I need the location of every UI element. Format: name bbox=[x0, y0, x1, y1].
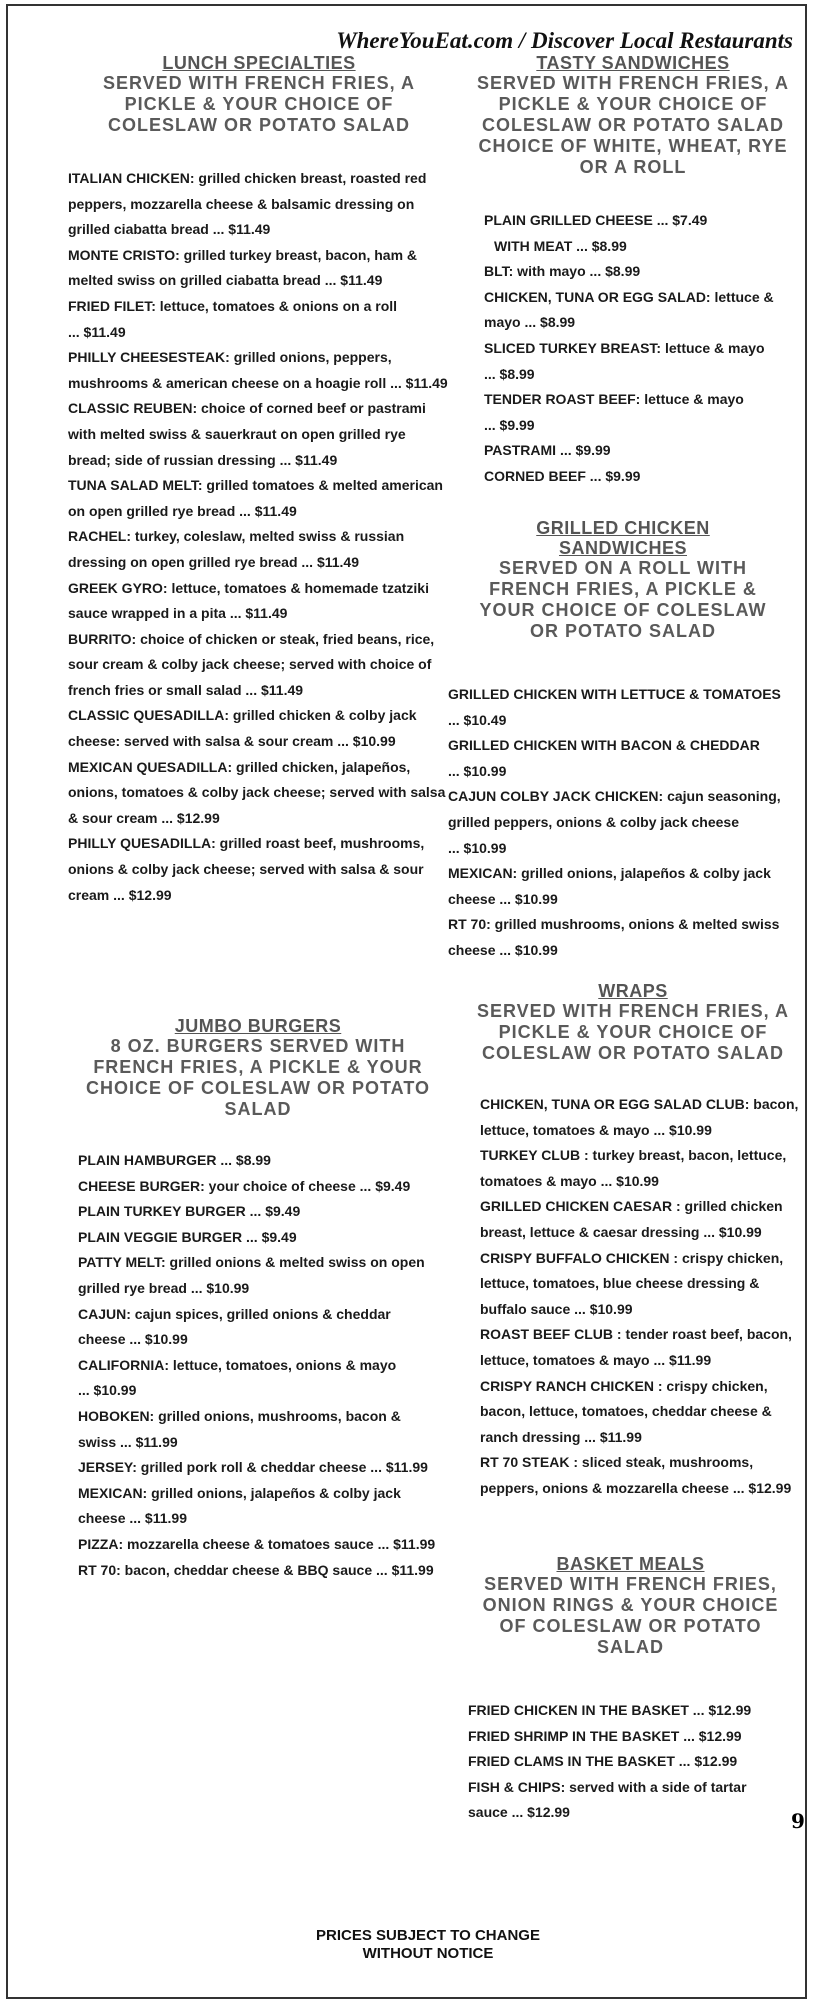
basket-meals-title: BASKET MEALS bbox=[556, 1554, 705, 1574]
menu-item-description: your choice of cheese bbox=[204, 1177, 356, 1194]
grilled-chicken-section bbox=[448, 518, 798, 964]
menu-item-description: grilled onions, mushrooms, bacon & swiss bbox=[78, 1407, 401, 1450]
menu-item bbox=[68, 576, 450, 627]
menu-item-description: turkey, coleslaw, melted swiss & russian dressing on open grilled rye bread bbox=[68, 528, 405, 570]
menu-item bbox=[480, 1246, 803, 1323]
basket-meals-section bbox=[468, 1554, 793, 1826]
menu-item-price: ... $10.99 bbox=[448, 762, 507, 779]
menu-item-price: ... $10.99 bbox=[653, 1121, 712, 1138]
menu-item-price: ... $8.99 bbox=[220, 1152, 271, 1168]
menu-item-name: GRILLED CHICKEN CAESAR : bbox=[480, 1198, 681, 1215]
footer-line-1: PRICES SUBJECT TO CHANGE bbox=[316, 1927, 540, 1944]
wraps-subtitle: SERVED WITH FRENCH FRIES, A PICKLE & YOUR CHOICE OF COLESLAW OR POTATO SALAD bbox=[476, 1001, 790, 1063]
menu-item bbox=[68, 243, 450, 294]
menu-item-price: ... $10.99 bbox=[337, 733, 396, 750]
menu-item-description: grilled onions, jalapeños & colby jack cheese bbox=[78, 1484, 401, 1527]
menu-item-description: lettuce & mayo bbox=[661, 339, 765, 356]
menu-item-description: lettuce, tomatoes, onions & mayo bbox=[169, 1356, 397, 1373]
tasty-sandwiches-section bbox=[468, 53, 798, 490]
menu-item-price: ... $11.49 bbox=[239, 502, 297, 519]
menu-item bbox=[484, 208, 778, 234]
menu-item-price: ... $10.99 bbox=[703, 1223, 762, 1240]
menu-item-price: ... $10.99 bbox=[499, 941, 558, 958]
tasty-sandwiches-title: TASTY SANDWICHES bbox=[536, 53, 730, 73]
menu-item-price: ... $10.99 bbox=[499, 890, 558, 907]
menu-item-description: lettuce & mayo bbox=[640, 391, 744, 408]
menu-item-name: RT 70: bbox=[448, 916, 491, 933]
menu-item-description: bacon, cheddar cheese & BBQ sauce bbox=[120, 1561, 373, 1578]
lunch-specialties-title: LUNCH SPECIALTIES bbox=[162, 53, 356, 73]
menu-item-description: cajun seasoning, grilled peppers, onions & colby jack cheese bbox=[448, 788, 781, 830]
menu-item-price: ... $11.99 bbox=[377, 1535, 436, 1552]
menu-item-name: RACHEL: bbox=[68, 528, 131, 545]
menu-item-name: PHILLY CHEESESTEAK: bbox=[68, 349, 230, 366]
lunch-specialties-section bbox=[68, 53, 450, 908]
menu-item bbox=[78, 1225, 438, 1251]
menu-item bbox=[78, 1455, 438, 1481]
menu-item-name: TURKEY CLUB : bbox=[480, 1147, 589, 1164]
menu-item-description: lettuce, tomatoes & onions on a roll bbox=[155, 297, 398, 314]
menu-item-name: SLICED TURKEY BREAST: bbox=[484, 339, 662, 356]
menu-item-name: HOBOKEN: bbox=[78, 1407, 155, 1424]
menu-item-price: ... $11.99 bbox=[129, 1510, 187, 1527]
menu-item bbox=[484, 387, 778, 438]
menu-item-price: ... $10.99 bbox=[600, 1172, 659, 1189]
menu-item bbox=[78, 1302, 438, 1353]
menu-item-name: PLAIN VEGGIE BURGER bbox=[78, 1228, 243, 1245]
menu-item-name: WITH MEAT bbox=[494, 237, 573, 254]
menu-item-name: TENDER ROAST BEEF: bbox=[484, 391, 641, 408]
menu-item-name: BURRITO: bbox=[68, 630, 137, 647]
menu-item-price: ... $7.49 bbox=[656, 212, 708, 228]
menu-item-name: TUNA SALAD MELT: bbox=[68, 477, 203, 494]
menu-item-name: CHICKEN, TUNA OR EGG SALAD CLUB: bbox=[480, 1096, 750, 1112]
menu-item-description: grilled turkey breast, bacon, ham & melted swiss on grilled ciabatta bread bbox=[68, 246, 418, 289]
menu-item-price: ... $10.49 bbox=[448, 711, 507, 728]
menu-item-price: ... $9.99 bbox=[589, 467, 641, 484]
menu-item bbox=[78, 1353, 438, 1404]
menu-item bbox=[68, 627, 450, 704]
menu-item-price: ... $10.99 bbox=[78, 1382, 137, 1399]
menu-item-name: ROAST BEEF CLUB : bbox=[480, 1326, 622, 1343]
lunch-specialties-list bbox=[68, 166, 450, 908]
menu-item-name: CRISPY RANCH CHICKEN : bbox=[480, 1377, 663, 1394]
menu-item-description: mozzarella cheese & tomatoes sauce bbox=[123, 1535, 374, 1552]
menu-item-description: crispy chicken, lettuce, tomatoes, blue cheese dressing & buffalo sauce bbox=[480, 1249, 784, 1317]
jumbo-burgers-section bbox=[78, 1016, 438, 1583]
menu-item bbox=[448, 784, 798, 861]
menu-item-name: PIZZA: bbox=[78, 1535, 124, 1552]
menu-item bbox=[480, 1092, 803, 1143]
menu-item-description: turkey breast, bacon, lettuce, tomatoes & mayo bbox=[480, 1147, 787, 1189]
menu-item-name: PASTRAMI bbox=[484, 442, 557, 459]
menu-item-description: tender roast beef, bacon, lettuce, tomatoes & mayo bbox=[480, 1326, 792, 1368]
menu-item-price: ... $9.49 bbox=[359, 1177, 411, 1194]
menu-item bbox=[68, 524, 450, 575]
menu-item-name: PATTY MELT: bbox=[78, 1254, 166, 1271]
menu-item bbox=[78, 1481, 438, 1532]
tasty-sandwiches-list bbox=[468, 208, 798, 490]
menu-item-price: ... $11.49 bbox=[68, 323, 126, 340]
menu-item-price: ... $11.99 bbox=[653, 1351, 712, 1368]
jumbo-burgers-subtitle: 8 OZ. BURGERS SERVED WITH FRENCH FRIES, A PICKLE & YOUR CHOICE OF COLESLAW OR POTATO SALAD bbox=[85, 1036, 430, 1119]
menu-item bbox=[78, 1558, 438, 1584]
menu-item-description: choice of chicken or steak, fried beans, rice, sour cream & colby jack cheese; served with choice of french fries or small salad bbox=[68, 630, 435, 698]
menu-item-price: ... $11.99 bbox=[370, 1459, 428, 1476]
menu-item-name: ITALIAN CHICKEN: bbox=[68, 170, 195, 186]
menu-item-price: ... $12.99 bbox=[161, 809, 220, 826]
menu-item-name: PLAIN HAMBURGER bbox=[78, 1152, 217, 1168]
menu-item bbox=[480, 1322, 803, 1373]
menu-item-description: cajun spices, grilled onions & cheddar cheese bbox=[78, 1305, 391, 1348]
menu-item bbox=[68, 294, 450, 345]
menu-item-price: ... $9.99 bbox=[559, 442, 611, 459]
menu-item bbox=[78, 1250, 438, 1301]
menu-item-name: CLASSIC QUESADILLA: bbox=[68, 707, 229, 724]
menu-item bbox=[484, 464, 778, 490]
menu-item-price: ... $11.49 bbox=[324, 272, 383, 289]
menu-item-price: ... $9.99 bbox=[484, 416, 535, 433]
jumbo-burgers-list bbox=[78, 1148, 438, 1583]
menu-item-price: ... $11.49 bbox=[301, 553, 359, 570]
menu-item bbox=[480, 1450, 803, 1501]
menu-item-name: CAJUN: bbox=[78, 1305, 131, 1322]
menu-item-description: grilled chicken breast, roasted red peppers, mozzarella cheese & balsamic dressing on grilled ciabatta bread bbox=[68, 170, 427, 238]
menu-item bbox=[484, 259, 778, 285]
menu-item-name: MEXICAN: bbox=[78, 1484, 148, 1501]
menu-item bbox=[484, 234, 778, 260]
menu-item bbox=[468, 1724, 778, 1750]
wraps-title: WRAPS bbox=[598, 981, 668, 1001]
menu-item-price: ... $8.99 bbox=[589, 263, 641, 280]
menu-item bbox=[484, 438, 778, 464]
menu-item bbox=[68, 473, 450, 524]
menu-item bbox=[448, 682, 798, 733]
menu-item-description: lettuce, tomatoes & homemade tzatziki sauce wrapped in a pita bbox=[68, 579, 429, 622]
menu-item-price: ... $9.49 bbox=[249, 1203, 301, 1220]
menu-item-description: grilled chicken & colby jack cheese: served with salsa & sour cream bbox=[68, 707, 417, 750]
menu-item-price: ... $11.99 bbox=[584, 1428, 642, 1445]
menu-item-description: served with a side of tartar sauce bbox=[468, 1778, 747, 1821]
footer-line-2: WITHOUT NOTICE bbox=[362, 1945, 494, 1962]
menu-item-description: crispy chicken, bacon, lettuce, tomatoes, cheddar cheese & ranch dressing bbox=[480, 1377, 772, 1445]
menu-item-name: CAJUN COLBY JACK CHICKEN: bbox=[448, 788, 664, 805]
wraps-list bbox=[463, 1092, 803, 1502]
menu-item-price: ... $10.99 bbox=[448, 839, 507, 856]
basket-meals-subtitle: SERVED WITH FRENCH FRIES, ONION RINGS & YOUR CHOICE OF COLESLAW OR POTATO SALAD bbox=[482, 1574, 779, 1657]
menu-item bbox=[480, 1143, 803, 1194]
menu-item-price: ... $11.49 bbox=[279, 451, 338, 468]
menu-item-name: FRIED SHRIMP IN THE BASKET bbox=[468, 1727, 680, 1744]
menu-item-description: grilled pork roll & cheddar cheese bbox=[136, 1459, 367, 1476]
menu-item-description: grilled chicken, jalapeños, onions, tomatoes & colby jack cheese; served with salsa & sour cream bbox=[68, 758, 446, 826]
footer-notice bbox=[298, 1927, 558, 1963]
menu-item-name: GRILLED CHICKEN WITH BACON & CHEDDAR bbox=[448, 737, 760, 754]
menu-item-price: ... $8.99 bbox=[576, 237, 627, 254]
menu-item-price: ... $10.99 bbox=[129, 1331, 188, 1348]
lunch-specialties-subtitle: SERVED WITH FRENCH FRIES, A PICKLE & YOUR CHOICE OF COLESLAW OR POTATO SALAD bbox=[102, 73, 416, 135]
tasty-sandwiches-subtitle: SERVED WITH FRENCH FRIES, A PICKLE & YOUR CHOICE OF COLESLAW OR POTATO SALAD CHOICE OF WHITE, WHEAT, RYE OR A ROLL bbox=[476, 73, 790, 177]
menu-item-price: ... $12.99 bbox=[683, 1727, 742, 1744]
menu-item-description: grilled chicken breast, lettuce & caesar dressing bbox=[480, 1198, 783, 1240]
menu-item-name: CHEESE BURGER: bbox=[78, 1177, 205, 1194]
menu-item-description: grilled onions, jalapeños & colby jack cheese bbox=[448, 865, 771, 907]
jumbo-burgers-title: JUMBO BURGERS bbox=[174, 1016, 342, 1036]
menu-item-name: MEXICAN QUESADILLA: bbox=[68, 758, 233, 775]
menu-item-price: ... $10.99 bbox=[190, 1279, 250, 1296]
menu-item-price: ... $8.99 bbox=[524, 314, 576, 331]
menu-item-price: ... $12.99 bbox=[113, 886, 172, 903]
menu-item-name: RT 70: bbox=[78, 1561, 121, 1578]
menu-item bbox=[468, 1775, 778, 1826]
basket-meals-list bbox=[468, 1698, 793, 1826]
menu-item-price: ... $11.49 bbox=[229, 605, 288, 622]
menu-item-name: CALIFORNIA: bbox=[78, 1356, 169, 1373]
menu-item-name: PLAIN TURKEY BURGER bbox=[78, 1203, 246, 1220]
menu-page bbox=[6, 4, 807, 1999]
menu-item-price: ... $11.49 bbox=[390, 374, 448, 391]
menu-item-name: PLAIN GRILLED CHEESE bbox=[484, 212, 653, 228]
menu-item-price: ... $12.99 bbox=[511, 1804, 570, 1821]
menu-item bbox=[78, 1532, 438, 1558]
menu-item-description: lettuce & mayo bbox=[484, 288, 774, 331]
menu-item bbox=[448, 861, 798, 912]
menu-item-name: FISH & CHIPS: bbox=[468, 1778, 566, 1795]
menu-item bbox=[68, 396, 450, 473]
menu-item-price: ... $10.99 bbox=[574, 1300, 633, 1317]
wraps-section bbox=[463, 981, 803, 1502]
menu-item-name: JERSEY: bbox=[78, 1459, 137, 1476]
menu-item-name: RT 70 STEAK : bbox=[480, 1454, 579, 1471]
menu-item bbox=[68, 831, 450, 908]
menu-item-price: ... $12.99 bbox=[692, 1702, 752, 1718]
menu-item bbox=[448, 733, 798, 784]
menu-item-description: grilled onions, peppers, mushrooms & american cheese on a hoagie roll bbox=[68, 349, 392, 391]
menu-item bbox=[468, 1698, 778, 1724]
menu-item-description: bacon, lettuce, tomatoes & mayo bbox=[480, 1096, 799, 1138]
menu-item bbox=[480, 1374, 803, 1451]
menu-item-name: GRILLED CHICKEN WITH LETTUCE & TOMATOES bbox=[448, 686, 781, 702]
menu-item-price: ... $11.99 bbox=[120, 1433, 178, 1450]
menu-item-description: choice of corned beef or pastrami with melted swiss & sauerkraut on open grilled rye bread; side of russian dressing bbox=[68, 400, 426, 468]
menu-item bbox=[78, 1174, 438, 1200]
menu-item-name: FRIED CHICKEN IN THE BASKET bbox=[468, 1702, 689, 1718]
menu-item-description: sliced steak, mushrooms, peppers, onions & mozzarella cheese bbox=[480, 1454, 754, 1496]
grilled-chicken-subtitle: SERVED ON A ROLL WITH FRENCH FRIES, A PICKLE & YOUR CHOICE OF COLESLAW OR POTATO SALAD bbox=[479, 558, 767, 641]
menu-item bbox=[68, 703, 450, 754]
menu-item-price: ... $9.49 bbox=[246, 1228, 297, 1245]
menu-item bbox=[448, 912, 798, 963]
menu-item-name: BLT: bbox=[484, 263, 514, 280]
menu-item bbox=[480, 1194, 803, 1245]
menu-item-name: GREEK GYRO: bbox=[68, 579, 168, 596]
menu-item-name: CRISPY BUFFALO CHICKEN : bbox=[480, 1249, 679, 1266]
menu-item-name: MEXICAN: bbox=[448, 865, 518, 882]
menu-item-price: ... $12.99 bbox=[678, 1753, 738, 1770]
menu-item bbox=[484, 336, 778, 387]
menu-item bbox=[68, 345, 450, 396]
menu-item-name: MONTE CRISTO: bbox=[68, 246, 180, 263]
site-watermark: WhereYouEat.com / Discover Local Restaurants bbox=[336, 28, 793, 53]
menu-item bbox=[68, 755, 450, 832]
handwritten-mark: 9 bbox=[791, 1809, 805, 1833]
menu-item-price: ... $12.99 bbox=[732, 1479, 792, 1496]
menu-item-description: with mayo bbox=[513, 263, 586, 280]
menu-item-name: CLASSIC REUBEN: bbox=[68, 400, 198, 417]
menu-item-price: ... $11.99 bbox=[376, 1561, 434, 1578]
menu-item bbox=[78, 1404, 438, 1455]
menu-item-name: PHILLY QUESADILLA: bbox=[68, 835, 216, 852]
menu-item-price: ... $8.99 bbox=[484, 365, 535, 382]
menu-item-name: FRIED FILET: bbox=[68, 297, 156, 314]
menu-item bbox=[468, 1749, 778, 1775]
menu-item-description: grilled roast beef, mushrooms, onions & colby jack cheese; served with salsa & sour cream bbox=[68, 835, 425, 903]
menu-item-description: grilled mushrooms, onions & melted swiss cheese bbox=[448, 916, 780, 958]
menu-item-description: grilled onions & melted swiss on open grilled rye bread bbox=[78, 1254, 425, 1296]
menu-item bbox=[78, 1199, 438, 1225]
menu-item bbox=[78, 1148, 438, 1174]
grilled-chicken-list bbox=[448, 682, 798, 964]
menu-item-name: CORNED BEEF bbox=[484, 467, 586, 484]
grilled-chicken-title: GRILLED CHICKEN SANDWICHES bbox=[536, 518, 710, 558]
menu-item-name: CHICKEN, TUNA OR EGG SALAD: bbox=[484, 288, 711, 305]
menu-item-name: FRIED CLAMS IN THE BASKET bbox=[468, 1753, 675, 1770]
menu-item bbox=[484, 285, 778, 336]
menu-item bbox=[68, 166, 450, 243]
menu-item-price: ... $11.49 bbox=[212, 221, 271, 238]
menu-item-description: grilled tomatoes & melted american on open grilled rye bread bbox=[68, 477, 443, 519]
menu-item-price: ... $11.49 bbox=[245, 681, 304, 698]
